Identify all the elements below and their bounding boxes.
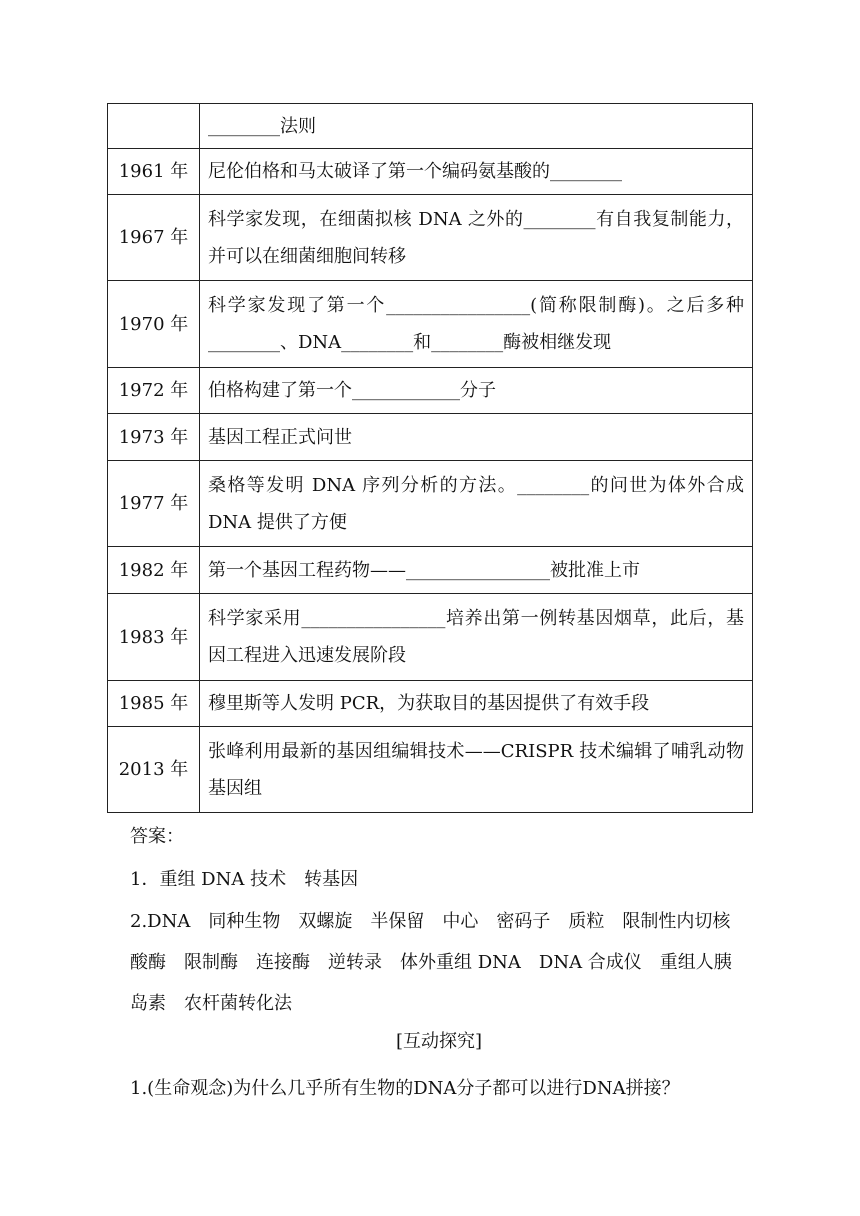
- table-row: [108, 461, 753, 547]
- event-cell: 尼伦伯格和马太破译了第一个编码氨基酸的________: [200, 149, 753, 195]
- table-row: [108, 681, 753, 727]
- answer-item-2: 2.DNA 同种生物 双螺旋 半保留 中心 密码子 质粒 限制性内切核酸酶 限制酶 连接酶 逆转录 体外重组 DNA DNA 合成仪 重组人胰岛素 农杆菌转化法: [130, 911, 732, 1014]
- table-row: [108, 195, 753, 281]
- table-row: [108, 547, 753, 594]
- event-cell: 科学家发现，在细菌拟核 DNA 之外的________有自我复制能力，并可以在细菌细胞间转移: [200, 195, 753, 281]
- table-row: [108, 368, 753, 414]
- year-cell: 1977 年: [108, 461, 200, 547]
- event-cell: 穆里斯等人发明 PCR，为获取目的基因提供了有效手段: [200, 681, 753, 727]
- question-1: 1.(生命观念)为什么几乎所有生物的DNA分子都可以进行DNA拼接？: [130, 1078, 680, 1099]
- timeline-table: [107, 103, 753, 813]
- year-cell: 1985 年: [108, 681, 200, 727]
- event-cell: 桑格等发明 DNA 序列分析的方法。________的问世为体外合成 DNA 提供了方便: [200, 461, 753, 547]
- table-row: [108, 414, 753, 461]
- year-cell: 1970 年: [108, 281, 200, 368]
- event-cell: 第一个基因工程药物——________________被批准上市: [200, 547, 753, 594]
- event-cell: 科学家发现了第一个________________(简称限制酶)。之后多种________、DNA________和________酶被相继发现: [200, 281, 753, 368]
- event-cell: 张峰利用最新的基因组编辑技术——CRISPR 技术编辑了哺乳动物基因组: [200, 727, 753, 813]
- answers-section: [130, 815, 740, 1024]
- table-row: [108, 281, 753, 368]
- year-cell: 2013 年: [108, 727, 200, 813]
- event-cell: 基因工程正式问世: [200, 414, 753, 461]
- year-cell: 1983 年: [108, 594, 200, 681]
- year-cell: 1973 年: [108, 414, 200, 461]
- event-cell: 科学家采用________________培养出第一例转基因烟草，此后，基因工程进入迅速发展阶段: [200, 594, 753, 681]
- year-cell: 1961 年: [108, 149, 200, 195]
- table-row: [108, 149, 753, 195]
- year-cell: 1967 年: [108, 195, 200, 281]
- event-cell: ________法则: [200, 104, 753, 149]
- answer-item-1: 1．重组 DNA 技术 转基因: [130, 869, 359, 890]
- event-cell: 伯格构建了第一个____________分子: [200, 368, 753, 414]
- table-row: [108, 104, 753, 149]
- table-row: [108, 727, 753, 813]
- year-cell: 1982 年: [108, 547, 200, 594]
- year-cell: [108, 104, 200, 149]
- section-heading: [互动探究]: [395, 1031, 483, 1052]
- table-row: [108, 594, 753, 681]
- answers-label: 答案：: [130, 826, 184, 847]
- year-cell: 1972 年: [108, 368, 200, 414]
